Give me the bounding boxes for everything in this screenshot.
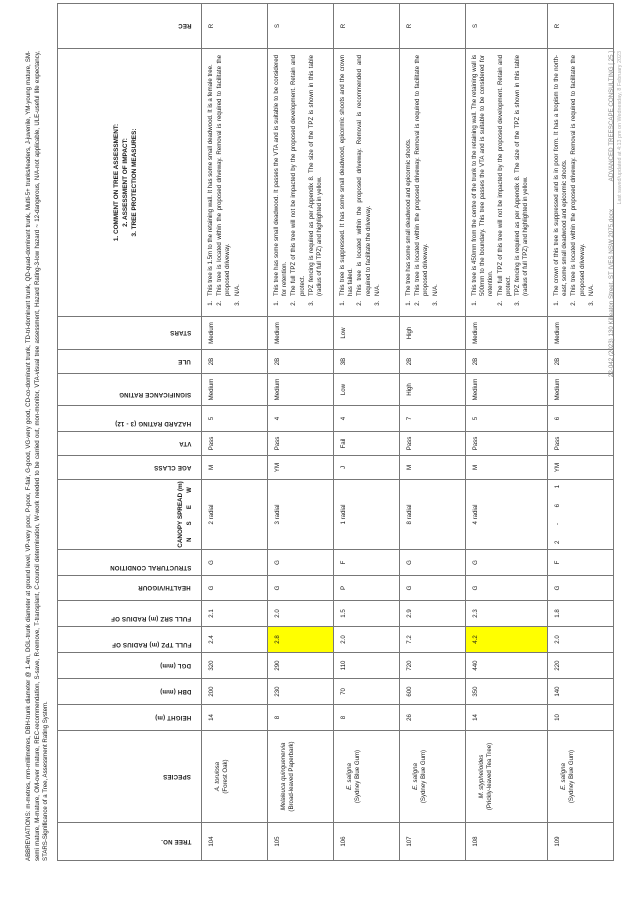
comment-item: 2. This tree is located within the proposed driveway. Removal is required to facilitate the proposed driveway. (216, 55, 232, 299)
cell-stars: Low (334, 317, 400, 350)
cell-canopy: 8 radial (400, 480, 466, 550)
species-common-name: (Sydney Blue Gum) (420, 749, 428, 804)
cell-structural: F (548, 550, 614, 576)
cell-hazard-rating: 4 (268, 406, 334, 432)
cell-structural: G (202, 550, 268, 576)
cell-structural: F (334, 550, 400, 576)
comment-item: 1. This tree has some small deadwood. It passes the VTA and is suitable to be considered for retention. (273, 55, 289, 299)
cell-height: 8 (268, 705, 334, 731)
tree-assessment-table (57, 3, 614, 861)
cell-significance: Medium (466, 374, 548, 406)
cell-age-class: YM (548, 456, 614, 480)
table-row (202, 4, 268, 861)
cell-ule: 2B (466, 350, 548, 374)
cell-height: 14 (466, 705, 548, 731)
canopy-value: 2 (554, 540, 561, 544)
header-significance: SIGNIFICANCE RATING (58, 374, 202, 406)
cell-health: G (548, 576, 614, 601)
comment-item: 3. TPZ fencing is required as per Appendix 8. The size of the TPZ is shown in this table (radius of full TPZ) and highlighted in yellow. (308, 55, 324, 299)
cell-hazard-rating: 7 (400, 406, 466, 432)
cell-structural: G (268, 550, 334, 576)
cell-significance: Medium (548, 374, 614, 406)
table-header-row (58, 4, 202, 861)
cell-rec: R (548, 4, 614, 49)
header-hazard: HAZARD RATING (3 - 12) (58, 406, 202, 432)
cell-comments (334, 49, 400, 317)
species-botanical-name: E. saligna (560, 763, 567, 790)
cell-comments (268, 49, 334, 317)
cell-stars: Medium (202, 317, 268, 350)
cell-vta: Pass (400, 432, 466, 456)
cell-ule: 3B (334, 350, 400, 374)
cell-stars: Medium (548, 317, 614, 350)
header-canopy-label: CANOPY SPREAD (m) (177, 481, 184, 548)
header-tree-no: TREE NO. (58, 823, 202, 861)
footer-document-name: 22-042 (2023) 130 Killeaton Street, ST IVES NSW 2075.docx (608, 209, 615, 378)
cell-health: G (466, 576, 548, 601)
comment-item: 2. This tree is located within the proposed driveway. Removal is recommended and required to facilitate the driveway. (356, 55, 372, 299)
cell-tpz: 7.2 (400, 627, 466, 653)
header-ule: ULE (58, 350, 202, 374)
cell-ule: 2B (400, 350, 466, 374)
cell-dbh: 140 (548, 679, 614, 705)
cell-tree-no: 107 (400, 823, 466, 861)
cell-srz: 1.8 (548, 601, 614, 627)
table-row (548, 4, 614, 861)
cell-vta: Pass (466, 432, 548, 456)
cell-vta: Pass (268, 432, 334, 456)
canopy-dir-e: E (187, 505, 193, 510)
cell-hazard-rating: 5 (466, 406, 548, 432)
header-tpz: FULL TPZ (m) RADIUS OF (58, 627, 202, 653)
header-dbh: DBH (mm) (58, 679, 202, 705)
species-botanical-name: E. saligna (346, 763, 353, 790)
cell-ule: 2B (268, 350, 334, 374)
comment-header-line-2: 2. ASSESSMENT OF IMPACT: (122, 138, 129, 227)
species-common-name: (Broad-leaved Paperbark) (288, 741, 296, 812)
canopy-dir-n: N (187, 537, 193, 542)
cell-age-class: J (334, 456, 400, 480)
header-canopy-directions (187, 481, 193, 548)
cell-rec: S (466, 4, 548, 49)
comment-item: 1. This tree is suppressed. It has some small deadwood, epicormic shoots and the crown has failed. (339, 55, 355, 299)
cell-tpz: 2.8 (268, 627, 334, 653)
cell-tree-no: 106 (334, 823, 400, 861)
cell-dgl: 290 (268, 653, 334, 679)
cell-height: 14 (202, 705, 268, 731)
cell-dgl: 220 (548, 653, 614, 679)
cell-comments (466, 49, 548, 317)
cell-dbh: 70 (334, 679, 400, 705)
cell-significance: High (400, 374, 466, 406)
cell-canopy (548, 480, 614, 550)
table-row (400, 4, 466, 861)
cell-health: G (400, 576, 466, 601)
header-vta: VTA (58, 432, 202, 456)
cell-stars: High (400, 317, 466, 350)
cell-tpz: 2.4 (202, 627, 268, 653)
cell-dgl: 320 (202, 653, 268, 679)
page-footer (608, 51, 623, 481)
canopy-dir-w: W (187, 487, 193, 493)
header-species: SPECIES (58, 731, 202, 823)
cell-ule: 2B (548, 350, 614, 374)
cell-srz: 2.1 (202, 601, 268, 627)
species-botanical-name: E. saligna (412, 763, 419, 790)
header-health: HEALTH/VIGOUR (58, 576, 202, 601)
cell-age-class: YM (268, 456, 334, 480)
comment-item: 3. TPZ fencing is required as per Appendix 8. The size of the TPZ is shown in this table (radius of full TPZ) and highlighted in yellow. (514, 55, 530, 299)
comment-item: 2. This tree is located within the proposed driveway. Removal is required to facilitate the proposed driveway. (414, 55, 430, 299)
cell-stars: Medium (466, 317, 548, 350)
table-row (268, 4, 334, 861)
cell-vta: Pass (202, 432, 268, 456)
cell-significance: Medium (268, 374, 334, 406)
cell-srz: 1.5 (334, 601, 400, 627)
comment-item: 2. The full TPZ of this tree will not be impacted by the proposed development. Retain and protect. (497, 55, 513, 299)
cell-srz: 2.3 (466, 601, 548, 627)
cell-canopy: 1 radial (334, 480, 400, 550)
cell-health: P (334, 576, 400, 601)
cell-tpz: 4.2 (466, 627, 548, 653)
cell-species (202, 731, 268, 823)
cell-significance: Low (334, 374, 400, 406)
comment-item: 3. N/A. (234, 55, 242, 299)
cell-age-class: M (202, 456, 268, 480)
cell-health: G (202, 576, 268, 601)
header-stars: STARS (58, 317, 202, 350)
footer-last-saved: Last saved/updated at 4:13 pm on Wednesday, 8 February 2023 (617, 51, 623, 205)
canopy-value: 1 (554, 485, 561, 489)
cell-srz: 2.0 (268, 601, 334, 627)
cell-dbh: 200 (202, 679, 268, 705)
header-canopy (58, 480, 202, 550)
comment-item: 1. This tree is 1.5m to the retaining wall. It has some small deadwood. It is a female tree. (207, 55, 215, 299)
cell-comments (400, 49, 466, 317)
cell-dbh: 350 (466, 679, 548, 705)
header-dgl: DGL (mm) (58, 653, 202, 679)
header-comment (58, 49, 202, 317)
cell-hazard-rating: 5 (202, 406, 268, 432)
comment-header-line-3: 3. TREE PROTECTION MEASURES: (131, 128, 138, 237)
header-height: HEIGHT (m) (58, 705, 202, 731)
comment-item: 3. N/A. (588, 55, 596, 299)
header-age: AGE CLASS (58, 456, 202, 480)
cell-dgl: 110 (334, 653, 400, 679)
cell-dbh: 600 (400, 679, 466, 705)
cell-srz: 2.9 (400, 601, 466, 627)
species-common-name: (Sydney Blue Gum) (354, 749, 362, 804)
species-botanical-name: Melaleuca quinquenervia (280, 742, 287, 811)
cell-age-class: M (400, 456, 466, 480)
comment-item: 1. The tree has some small deadwood and epicormic shoots. (405, 55, 413, 299)
comment-item: 2. The full TPZ of this tree will not be impacted by the proposed development. Retain and protect. (290, 55, 306, 299)
cell-dgl: 440 (466, 653, 548, 679)
header-rec: REC (58, 4, 202, 49)
cell-age-class: M (466, 456, 548, 480)
cell-rec: R (400, 4, 466, 49)
cell-comments (548, 49, 614, 317)
cell-species (268, 731, 334, 823)
cell-tree-no: 109 (548, 823, 614, 861)
species-botanical-name: A. torulosa (214, 761, 221, 792)
table-body (202, 4, 614, 861)
species-common-name: (Forest Oak) (222, 759, 230, 794)
cell-tpz: 2.0 (548, 627, 614, 653)
species-botanical-name: M. styphelioides (478, 754, 485, 799)
cell-tree-no: 108 (466, 823, 548, 861)
cell-vta: Fail (334, 432, 400, 456)
comment-item: 3. N/A. (374, 55, 382, 299)
species-common-name: (Prickly-leaved Tea Tree) (486, 742, 494, 811)
species-common-name: (Sydney Blue Gum) (568, 749, 576, 804)
comment-header-line-1: 1. COMMENT ON TREE ASSESSMENT: (113, 123, 120, 242)
cell-rec: S (268, 4, 334, 49)
cell-ule: 2B (202, 350, 268, 374)
comment-item: 1. This tree is 450mm from the centre of the trunk to the retaining wall. The retaining wall is 500mm to the boundary. This tree passes the VTA and is suitable to be considered for retention. (471, 55, 496, 299)
cell-tpz: 2.0 (334, 627, 400, 653)
header-structural: STRUCTURAL CONDITION (58, 550, 202, 576)
comment-item: 2. This tree is located within the proposed driveway. Removal is required to facilitate the proposed driveway. (570, 55, 586, 299)
cell-canopy: 3 radial (268, 480, 334, 550)
cell-species (466, 731, 548, 823)
cell-canopy: 4 radial (466, 480, 548, 550)
cell-species (400, 731, 466, 823)
comment-item: 3. N/A. (432, 55, 440, 299)
header-srz: FULL SRZ (m) RADIUS OF (58, 601, 202, 627)
cell-species (548, 731, 614, 823)
abbreviations-text: ABBREVIATIONS: m-metres, mm-millimetres, DBH-trunk diameter @ 1.4m, DGL-trunk diameter at ground level, VP-very poor, P-poor, F-fair, G-good, VG-very good, CD-co-dominant trunk, TD-tri-dominant trunk, QD-quad-dominant trunk, Multi-5+ trunks/leaders, J-juvenile, YM-young mature, SM-semi mature, M-mature, OM-over mature, REC-recommendation, S-save, R-remove, T-transplant, C-council determination, W-work needed to be carried out, mon-monitor, VTA-visual tree assessment, Hazard Rating-3-low hazard ~ 12-dangerous, N/A-not applicable, ULE-useful life expectancy, STARS-Significance of a Tree, Assessment Rating System. (25, 51, 50, 861)
canopy-value: 6 (554, 504, 561, 508)
canopy-value: - (554, 522, 561, 526)
cell-vta: Pass (548, 432, 614, 456)
cell-dbh: 230 (268, 679, 334, 705)
canopy-dir-s: S (187, 521, 193, 526)
cell-structural: G (400, 550, 466, 576)
cell-significance: Medium (202, 374, 268, 406)
cell-rec: R (202, 4, 268, 49)
cell-dgl: 720 (400, 653, 466, 679)
cell-structural: G (466, 550, 548, 576)
cell-stars: Medium (268, 317, 334, 350)
comment-item: 1. The crown of this tree is suppressed and is in poor form. It has a tropism to the north-east, some small deadwood and epicormic shoots. (553, 55, 569, 299)
table-row (334, 4, 400, 861)
cell-height: 10 (548, 705, 614, 731)
cell-tree-no: 105 (268, 823, 334, 861)
cell-hazard-rating: 4 (334, 406, 400, 432)
cell-rec: R (334, 4, 400, 49)
cell-comments (202, 49, 268, 317)
table-row (466, 4, 548, 861)
cell-height: 8 (334, 705, 400, 731)
cell-height: 26 (400, 705, 466, 731)
cell-tree-no: 104 (202, 823, 268, 861)
cell-species (334, 731, 400, 823)
footer-company-page: ADVANCED TREESCAPE CONSULTING [ 25 ] (608, 51, 615, 182)
cell-health: G (268, 576, 334, 601)
cell-hazard-rating: 6 (548, 406, 614, 432)
cell-canopy: 2 radial (202, 480, 268, 550)
